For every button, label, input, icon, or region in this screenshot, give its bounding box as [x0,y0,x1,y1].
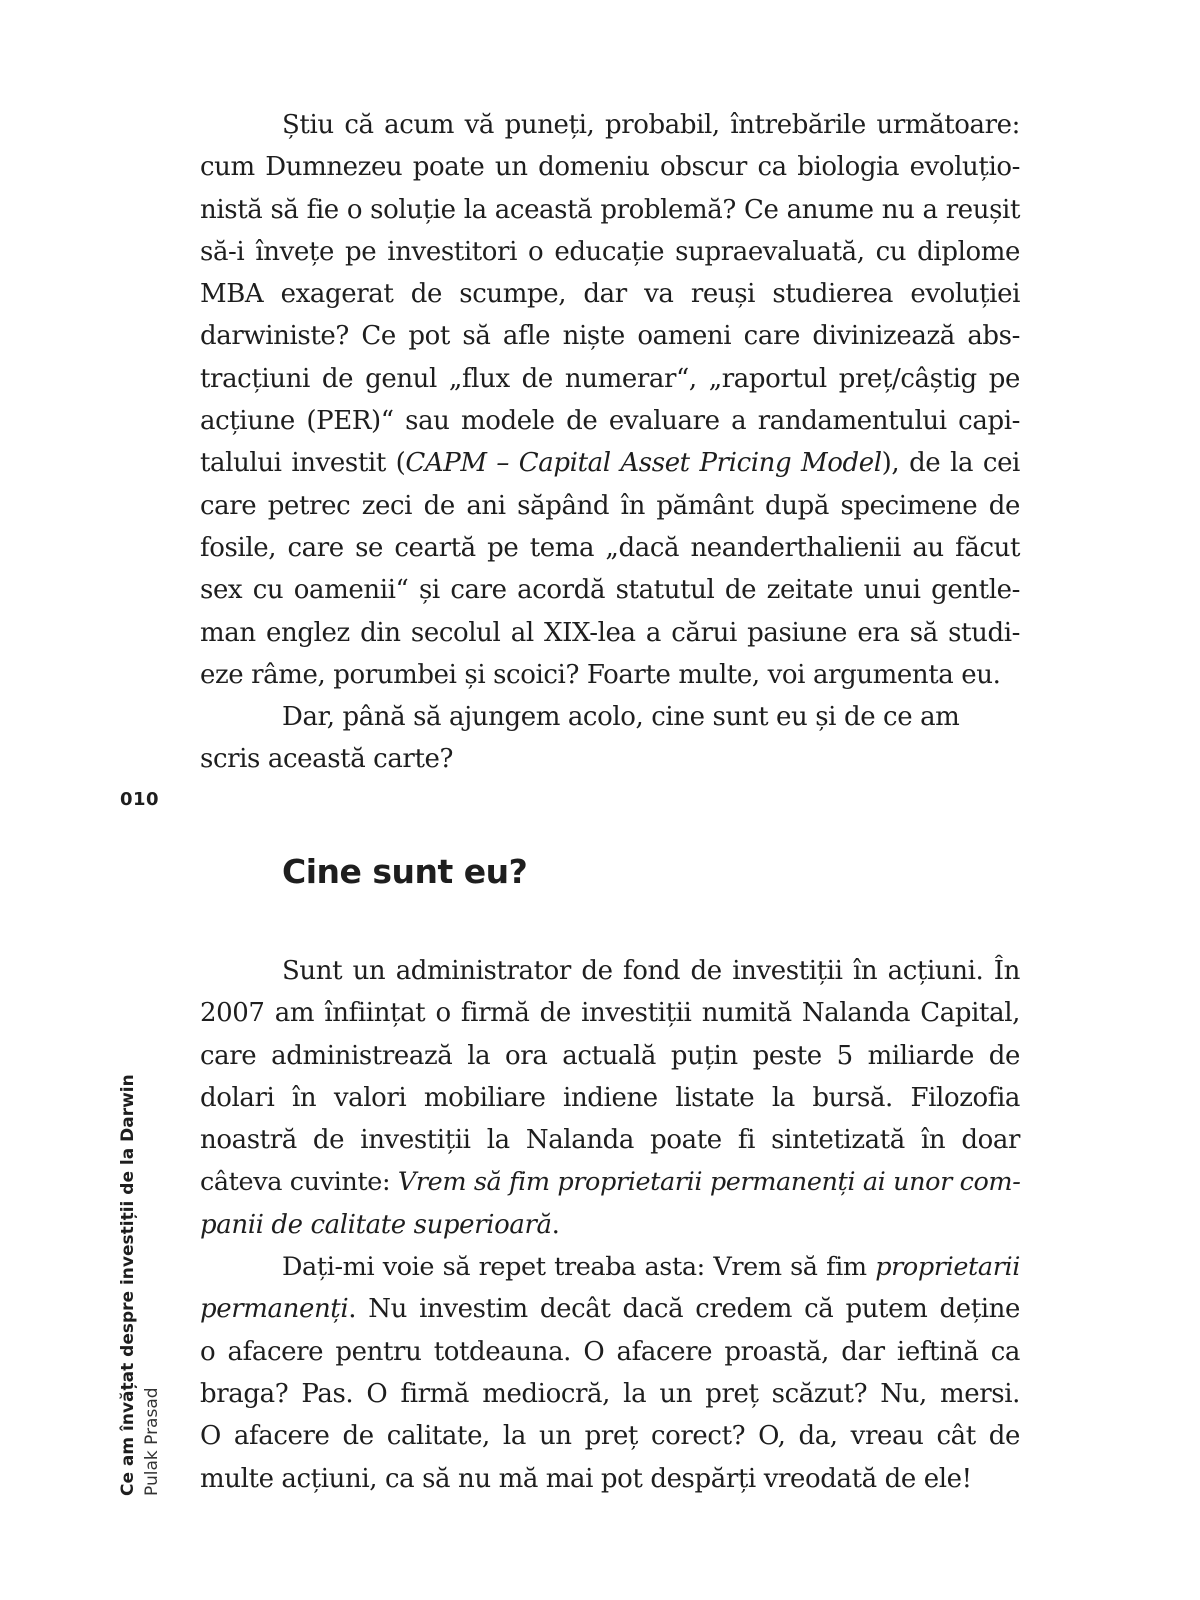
text-line: darwiniste? Ce pot să afle niște oameni care divinizează abs- [200,321,1020,352]
text-line: o afacere pentru totdeauna. O afacere proastă, dar ieftină ca [200,1336,1020,1367]
text-line: Știu că acum vă puneți, probabil, întrebările următoare: [282,110,1020,140]
paragraph-block-who-am-i [200,950,1020,1500]
text-line: dolari în valori mobiliare indiene listate la bursă. Filozofia [200,1082,1020,1113]
text-line: acțiune (PER)“ sau modele de evaluare a randamentului capi- [200,406,1020,437]
italic-text: panii de calitate superioară [200,1209,552,1240]
text-line [200,1204,1020,1246]
paragraph-block-intro [200,104,1020,781]
text-segment: . [551,1209,560,1240]
running-head-author: Pulak Prasad [142,1387,162,1496]
text-line: să-i învețe pe investitori o educație supraevaluată, cu diplome [200,236,1020,267]
section-heading: Cine sunt eu? [282,852,528,891]
text-segment: Dați-mi voie să repet treaba asta: Vrem să fim [282,1252,876,1283]
text-line: noastră de investiții la Nalanda poate fi sintetizată în doar [200,1125,1020,1156]
text-line: MBA exagerat de scumpe, dar va reuși studierea evoluției [200,279,1020,310]
text-line: tracțiuni de genul „flux de numerar“, „raportul preț/câștig pe [200,363,1020,394]
text-line: Dar, până să ajungem acolo, cine sunt eu și de ce am [282,702,960,733]
italic-text: CAPM – Capital Asset Pricing Model [405,448,882,479]
text-line: O afacere de calitate, la un preț corect? O, da, vreau cât de [200,1421,1020,1452]
text-line: care administrează la ora actuală puțin peste 5 miliarde de [200,1040,1020,1071]
text-line [200,442,1020,484]
page-number: 010 [120,789,160,810]
italic-text: proprietarii [875,1252,1020,1283]
text-line: braga? Pas. O firmă mediocră, la un preț scăzut? Nu, mersi. [200,1378,1020,1409]
text-segment: ), de la cei [881,448,1020,479]
italic-text: permanenți [200,1294,349,1325]
text-line: Sunt un administrator de fond de investiții în acțiuni. În [282,956,1020,986]
italic-text: Vrem să fim proprietarii permanenți ai unor com- [397,1167,1021,1198]
text-line: man englez din secolul al XIX-lea a cărui pasiune era să studi- [200,617,1020,648]
text-line: eze râme, porumbei și scoici? Foarte multe, voi argumenta eu. [200,659,1001,690]
text-segment: talului investit ( [200,448,406,479]
text-line: sex cu oamenii“ și care acordă statutul de zeitate unui gentle- [200,575,1020,606]
text-line: 2007 am înființat o firmă de investiții numită Nalanda Capital, [200,998,1020,1029]
text-segment: câteva cuvinte: [200,1167,398,1198]
text-line [200,1246,1020,1288]
running-head-book-title: Ce am învățat despre investiții de la Darwin [118,1074,138,1496]
text-line: care petrec zeci de ani săpând în pământ după specimene de [200,490,1020,521]
text-segment: . Nu investim decât dacă credem că putem deține [348,1294,1020,1325]
running-head [116,1074,164,1496]
text-line [200,1161,1020,1203]
text-line: cum Dumnezeu poate un domeniu obscur ca biologia evoluțio- [200,152,1020,183]
text-line: nistă să fie o soluție la această problemă? Ce anume nu a reușit [200,194,1020,225]
text-line [200,1288,1020,1330]
text-line: multe acțiuni, ca să nu mă mai pot despărți vreodată de ele! [200,1463,972,1494]
text-line: scris această carte? [200,744,454,775]
text-line: fosile, care se ceartă pe tema „dacă neanderthalienii au făcut [200,532,1020,563]
